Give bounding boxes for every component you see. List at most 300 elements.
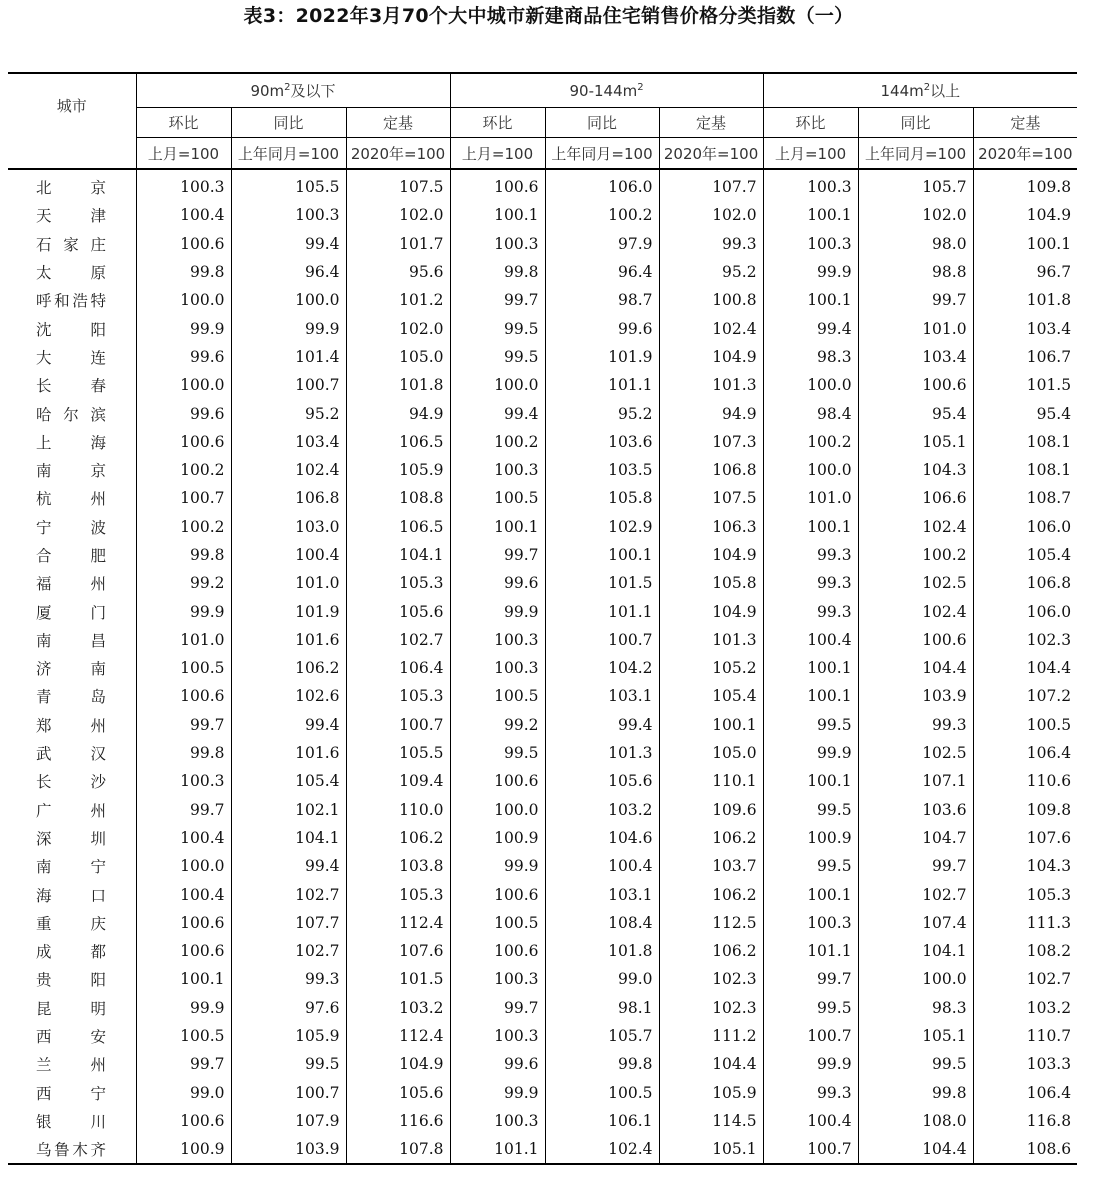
city-char: 京 bbox=[90, 462, 106, 481]
index-value: 107.7 bbox=[231, 909, 346, 937]
city-char: 口 bbox=[90, 886, 106, 905]
index-value: 99.9 bbox=[231, 314, 346, 342]
index-value: 105.6 bbox=[346, 1079, 450, 1107]
city-name bbox=[8, 1107, 136, 1135]
city-char: 北 bbox=[36, 179, 52, 198]
index-value: 98.4 bbox=[763, 399, 858, 427]
city-name bbox=[8, 739, 136, 767]
group-header-2: $144m^2$以上 bbox=[763, 73, 1077, 108]
index-value: 101.4 bbox=[231, 343, 346, 371]
index-value: 101.8 bbox=[346, 371, 450, 399]
base-header-fixed: 2020年=100 bbox=[346, 138, 450, 170]
city-char: 木 bbox=[72, 1141, 88, 1160]
index-value: 104.1 bbox=[231, 824, 346, 852]
city-name bbox=[8, 258, 136, 286]
index-value: 101.1 bbox=[545, 371, 659, 399]
index-value: 102.4 bbox=[231, 456, 346, 484]
city-name bbox=[8, 852, 136, 880]
index-value: 100.1 bbox=[450, 201, 545, 229]
index-value: 106.5 bbox=[346, 513, 450, 541]
index-value: 102.5 bbox=[858, 569, 973, 597]
index-value: 99.4 bbox=[231, 230, 346, 258]
index-value: 100.7 bbox=[545, 626, 659, 654]
index-value: 94.9 bbox=[659, 399, 763, 427]
index-value: 99.9 bbox=[136, 314, 231, 342]
index-value: 100.1 bbox=[973, 230, 1077, 258]
city-char: 福 bbox=[36, 575, 52, 594]
city-char: 和 bbox=[54, 292, 70, 311]
index-value: 100.6 bbox=[136, 230, 231, 258]
city-name bbox=[8, 343, 136, 371]
index-value: 101.0 bbox=[136, 626, 231, 654]
city-char: 都 bbox=[90, 943, 106, 962]
city-name bbox=[8, 169, 136, 201]
index-value: 108.7 bbox=[973, 484, 1077, 512]
index-value: 99.8 bbox=[136, 541, 231, 569]
index-value: 108.2 bbox=[973, 937, 1077, 965]
index-value: 99.4 bbox=[545, 711, 659, 739]
index-value: 103.0 bbox=[231, 513, 346, 541]
index-value: 102.1 bbox=[231, 796, 346, 824]
index-value: 95.6 bbox=[346, 258, 450, 286]
index-value: 95.4 bbox=[858, 399, 973, 427]
index-value: 111.2 bbox=[659, 1022, 763, 1050]
city-char: 重 bbox=[36, 914, 52, 933]
city-char: 沙 bbox=[90, 773, 106, 792]
index-value: 105.1 bbox=[858, 1022, 973, 1050]
index-value: 99.9 bbox=[450, 1079, 545, 1107]
city-char: 滨 bbox=[90, 405, 106, 424]
index-value: 103.7 bbox=[659, 852, 763, 880]
index-value: 100.3 bbox=[763, 230, 858, 258]
index-value: 99.3 bbox=[763, 597, 858, 625]
index-value: 104.9 bbox=[659, 343, 763, 371]
sub-header-fixed: 定基 bbox=[973, 108, 1077, 138]
city-char: 州 bbox=[90, 716, 106, 735]
index-value: 102.0 bbox=[659, 201, 763, 229]
index-value: 100.5 bbox=[136, 654, 231, 682]
index-value: 107.9 bbox=[231, 1107, 346, 1135]
index-value: 112.5 bbox=[659, 909, 763, 937]
index-value: 101.1 bbox=[450, 1135, 545, 1164]
base-header-mom: 上月=100 bbox=[136, 138, 231, 170]
index-value: 98.8 bbox=[858, 258, 973, 286]
index-value: 101.5 bbox=[346, 965, 450, 993]
city-name bbox=[8, 767, 136, 795]
city-char: 庆 bbox=[90, 914, 106, 933]
city-char: 昆 bbox=[36, 999, 52, 1018]
city-name bbox=[8, 965, 136, 993]
index-value: 99.2 bbox=[136, 569, 231, 597]
table-row bbox=[8, 343, 1077, 371]
index-value: 105.3 bbox=[973, 880, 1077, 908]
index-value: 103.1 bbox=[545, 880, 659, 908]
table-row bbox=[8, 428, 1077, 456]
index-value: 100.1 bbox=[763, 880, 858, 908]
index-value: 105.9 bbox=[346, 456, 450, 484]
index-value: 105.4 bbox=[659, 682, 763, 710]
index-value: 105.4 bbox=[973, 541, 1077, 569]
index-value: 97.6 bbox=[231, 994, 346, 1022]
index-value: 98.3 bbox=[763, 343, 858, 371]
index-value: 107.3 bbox=[659, 428, 763, 456]
city-char: 京 bbox=[90, 179, 106, 198]
index-value: 103.2 bbox=[545, 796, 659, 824]
index-value: 99.7 bbox=[450, 541, 545, 569]
group-header-1: $90-144m^2$ bbox=[450, 73, 763, 108]
index-value: 99.7 bbox=[136, 1050, 231, 1078]
index-value: 108.4 bbox=[545, 909, 659, 937]
city-char: 昌 bbox=[90, 631, 106, 650]
sub-header-fixed: 定基 bbox=[346, 108, 450, 138]
index-value: 105.2 bbox=[659, 654, 763, 682]
index-value: 105.3 bbox=[346, 569, 450, 597]
index-value: 100.1 bbox=[136, 965, 231, 993]
index-value: 99.6 bbox=[450, 1050, 545, 1078]
city-char: 沈 bbox=[36, 320, 52, 339]
index-value: 106.8 bbox=[659, 456, 763, 484]
city-char: 南 bbox=[36, 858, 52, 877]
index-value: 107.5 bbox=[659, 484, 763, 512]
index-value: 109.6 bbox=[659, 796, 763, 824]
table-row bbox=[8, 739, 1077, 767]
city-char: 合 bbox=[36, 547, 52, 565]
index-value: 107.8 bbox=[346, 1135, 450, 1164]
table-row bbox=[8, 286, 1077, 314]
index-value: 99.6 bbox=[136, 343, 231, 371]
index-value: 106.4 bbox=[346, 654, 450, 682]
table-row bbox=[8, 484, 1077, 512]
city-char: 家 bbox=[63, 235, 79, 254]
index-value: 99.4 bbox=[231, 711, 346, 739]
index-value: 105.3 bbox=[346, 682, 450, 710]
city-column-header: 城市 bbox=[56, 97, 87, 116]
index-value: 100.3 bbox=[763, 169, 858, 201]
index-value: 95.2 bbox=[231, 399, 346, 427]
index-value: 100.1 bbox=[545, 541, 659, 569]
index-value: 99.7 bbox=[450, 994, 545, 1022]
table-row bbox=[8, 201, 1077, 229]
index-value: 105.5 bbox=[346, 739, 450, 767]
city-name bbox=[8, 230, 136, 258]
index-value: 108.1 bbox=[973, 456, 1077, 484]
city-char: 海 bbox=[90, 433, 106, 452]
index-value: 100.2 bbox=[136, 456, 231, 484]
index-value: 103.6 bbox=[858, 796, 973, 824]
index-value: 100.3 bbox=[450, 1022, 545, 1050]
city-char: 尔 bbox=[63, 405, 79, 424]
index-value: 98.7 bbox=[545, 286, 659, 314]
index-value: 100.3 bbox=[450, 456, 545, 484]
index-value: 99.9 bbox=[136, 597, 231, 625]
index-value: 99.6 bbox=[136, 399, 231, 427]
table-row bbox=[8, 767, 1077, 795]
index-value: 100.3 bbox=[450, 230, 545, 258]
city-char: 阳 bbox=[90, 971, 106, 990]
city-char: 厦 bbox=[36, 603, 52, 622]
index-value: 99.9 bbox=[450, 852, 545, 880]
city-name bbox=[8, 682, 136, 710]
city-char: 州 bbox=[90, 801, 106, 820]
index-value: 99.7 bbox=[763, 965, 858, 993]
city-char: 连 bbox=[90, 348, 106, 367]
index-value: 100.1 bbox=[763, 767, 858, 795]
city-char: 庄 bbox=[90, 235, 106, 254]
index-value: 100.6 bbox=[450, 169, 545, 201]
index-value: 100.6 bbox=[450, 880, 545, 908]
index-value: 99.3 bbox=[763, 569, 858, 597]
city-char: 杭 bbox=[36, 490, 52, 509]
index-value: 95.4 bbox=[973, 399, 1077, 427]
table-row bbox=[8, 371, 1077, 399]
index-value: 99.5 bbox=[450, 343, 545, 371]
index-value: 100.5 bbox=[450, 682, 545, 710]
index-value: 107.6 bbox=[973, 824, 1077, 852]
index-value: 102.7 bbox=[346, 626, 450, 654]
city-char: 明 bbox=[90, 999, 106, 1018]
group-header-0: $90m^2$及以下 bbox=[136, 73, 450, 108]
index-value: 106.2 bbox=[659, 880, 763, 908]
sub-header-yoy: 同比 bbox=[545, 108, 659, 138]
city-char: 西 bbox=[36, 1084, 52, 1103]
index-value: 103.4 bbox=[231, 428, 346, 456]
city-char: 宁 bbox=[90, 1084, 106, 1103]
city-char: 津 bbox=[90, 207, 106, 226]
index-value: 101.9 bbox=[231, 597, 346, 625]
index-value: 100.3 bbox=[450, 626, 545, 654]
index-value: 102.7 bbox=[858, 880, 973, 908]
index-value: 116.8 bbox=[973, 1107, 1077, 1135]
city-char: 州 bbox=[90, 490, 106, 509]
city-char: 天 bbox=[36, 207, 52, 226]
index-value: 101.8 bbox=[973, 286, 1077, 314]
table-row bbox=[8, 258, 1077, 286]
index-value: 102.7 bbox=[231, 937, 346, 965]
index-value: 100.4 bbox=[763, 1107, 858, 1135]
index-value: 99.7 bbox=[858, 852, 973, 880]
city-name bbox=[8, 428, 136, 456]
city-name bbox=[8, 711, 136, 739]
index-value: 104.3 bbox=[973, 852, 1077, 880]
index-value: 105.1 bbox=[858, 428, 973, 456]
table-row bbox=[8, 937, 1077, 965]
index-value: 108.1 bbox=[973, 428, 1077, 456]
index-value: 107.7 bbox=[659, 169, 763, 201]
index-value: 100.3 bbox=[450, 654, 545, 682]
index-value: 106.4 bbox=[973, 739, 1077, 767]
table-row bbox=[8, 965, 1077, 993]
index-value: 109.8 bbox=[973, 796, 1077, 824]
index-value: 101.8 bbox=[545, 937, 659, 965]
table-row bbox=[8, 796, 1077, 824]
index-value: 106.3 bbox=[659, 513, 763, 541]
table-row bbox=[8, 1022, 1077, 1050]
index-value: 100.4 bbox=[231, 541, 346, 569]
index-value: 100.5 bbox=[450, 909, 545, 937]
city-name bbox=[8, 484, 136, 512]
index-value: 100.5 bbox=[545, 1079, 659, 1107]
city-char: 乌 bbox=[36, 1141, 52, 1160]
index-value: 102.0 bbox=[346, 201, 450, 229]
index-value: 104.2 bbox=[545, 654, 659, 682]
index-value: 103.9 bbox=[231, 1135, 346, 1164]
index-value: 105.6 bbox=[545, 767, 659, 795]
city-header-spacer bbox=[8, 138, 136, 170]
table-row bbox=[8, 513, 1077, 541]
city-char: 安 bbox=[90, 1028, 106, 1047]
index-value: 99.3 bbox=[858, 711, 973, 739]
index-value: 100.1 bbox=[763, 682, 858, 710]
index-value: 107.6 bbox=[346, 937, 450, 965]
index-value: 100.6 bbox=[450, 767, 545, 795]
index-value: 100.7 bbox=[346, 711, 450, 739]
city-char: 长 bbox=[36, 377, 52, 396]
city-char: 海 bbox=[36, 886, 52, 905]
index-value: 106.2 bbox=[231, 654, 346, 682]
index-value: 100.4 bbox=[136, 824, 231, 852]
index-value: 101.0 bbox=[231, 569, 346, 597]
city-name bbox=[8, 1079, 136, 1107]
base-header-yoy: 上年同月=100 bbox=[858, 138, 973, 170]
index-value: 112.4 bbox=[346, 1022, 450, 1050]
table-row bbox=[8, 711, 1077, 739]
index-value: 100.0 bbox=[136, 286, 231, 314]
index-value: 116.6 bbox=[346, 1107, 450, 1135]
index-value: 99.5 bbox=[763, 796, 858, 824]
city-char: 齐 bbox=[90, 1141, 106, 1160]
index-value: 100.3 bbox=[136, 767, 231, 795]
city-char: 兰 bbox=[36, 1056, 52, 1075]
city-char: 浩 bbox=[72, 292, 88, 311]
city-char: 西 bbox=[36, 1028, 52, 1047]
city-name bbox=[8, 541, 136, 569]
index-value: 107.1 bbox=[858, 767, 973, 795]
index-value: 100.0 bbox=[136, 852, 231, 880]
index-value: 100.5 bbox=[450, 484, 545, 512]
city-char: 川 bbox=[90, 1112, 106, 1131]
index-value: 106.8 bbox=[973, 569, 1077, 597]
index-value: 100.6 bbox=[136, 937, 231, 965]
city-char: 长 bbox=[36, 773, 52, 792]
index-value: 108.6 bbox=[973, 1135, 1077, 1164]
index-value: 103.1 bbox=[545, 682, 659, 710]
index-value: 100.0 bbox=[450, 796, 545, 824]
index-value: 107.4 bbox=[858, 909, 973, 937]
index-value: 105.7 bbox=[545, 1022, 659, 1050]
index-value: 100.6 bbox=[136, 682, 231, 710]
city-name bbox=[8, 626, 136, 654]
index-value: 104.9 bbox=[659, 597, 763, 625]
index-value: 101.3 bbox=[545, 739, 659, 767]
index-value: 101.0 bbox=[763, 484, 858, 512]
index-value: 99.9 bbox=[763, 1050, 858, 1078]
index-value: 106.4 bbox=[973, 1079, 1077, 1107]
index-value: 100.2 bbox=[763, 428, 858, 456]
table-row bbox=[8, 597, 1077, 625]
index-value: 99.5 bbox=[763, 994, 858, 1022]
index-value: 101.1 bbox=[763, 937, 858, 965]
city-name bbox=[8, 1135, 136, 1164]
index-value: 100.1 bbox=[763, 654, 858, 682]
index-value: 106.8 bbox=[231, 484, 346, 512]
index-value: 114.5 bbox=[659, 1107, 763, 1135]
index-value: 98.1 bbox=[545, 994, 659, 1022]
table-row bbox=[8, 880, 1077, 908]
sub-header-yoy: 同比 bbox=[231, 108, 346, 138]
index-value: 99.8 bbox=[450, 258, 545, 286]
city-char: 武 bbox=[36, 745, 52, 764]
city-char: 济 bbox=[36, 660, 52, 679]
index-value: 100.0 bbox=[231, 286, 346, 314]
index-value: 112.4 bbox=[346, 909, 450, 937]
city-char: 波 bbox=[90, 518, 106, 537]
table-row bbox=[8, 1135, 1077, 1164]
index-value: 99.5 bbox=[858, 1050, 973, 1078]
index-value: 99.9 bbox=[136, 994, 231, 1022]
index-value: 100.1 bbox=[763, 201, 858, 229]
table-row bbox=[8, 541, 1077, 569]
index-value: 107.2 bbox=[973, 682, 1077, 710]
index-value: 104.3 bbox=[858, 456, 973, 484]
index-value: 99.9 bbox=[763, 258, 858, 286]
index-value: 108.0 bbox=[858, 1107, 973, 1135]
city-name bbox=[8, 201, 136, 229]
index-value: 106.7 bbox=[973, 343, 1077, 371]
index-value: 100.7 bbox=[763, 1135, 858, 1164]
index-value: 104.1 bbox=[858, 937, 973, 965]
city-char: 南 bbox=[36, 631, 52, 650]
table-row bbox=[8, 654, 1077, 682]
index-value: 102.5 bbox=[858, 739, 973, 767]
city-char: 广 bbox=[36, 801, 52, 820]
city-char: 肥 bbox=[90, 547, 106, 565]
index-value: 104.9 bbox=[973, 201, 1077, 229]
table-row bbox=[8, 1079, 1077, 1107]
city-name bbox=[8, 513, 136, 541]
table-row bbox=[8, 682, 1077, 710]
index-value: 104.4 bbox=[973, 654, 1077, 682]
index-value: 99.6 bbox=[450, 569, 545, 597]
index-value: 98.0 bbox=[858, 230, 973, 258]
city-name bbox=[8, 1022, 136, 1050]
city-char: 宁 bbox=[90, 858, 106, 877]
index-value: 100.3 bbox=[231, 201, 346, 229]
city-char: 阳 bbox=[90, 320, 106, 339]
index-value: 102.4 bbox=[858, 597, 973, 625]
city-char: 大 bbox=[36, 348, 52, 367]
index-value: 99.5 bbox=[763, 711, 858, 739]
index-value: 100.0 bbox=[858, 965, 973, 993]
index-value: 109.4 bbox=[346, 767, 450, 795]
index-value: 95.2 bbox=[545, 399, 659, 427]
index-value: 105.1 bbox=[659, 1135, 763, 1164]
index-value: 104.9 bbox=[346, 1050, 450, 1078]
city-name bbox=[8, 909, 136, 937]
city-name bbox=[8, 569, 136, 597]
index-value: 103.4 bbox=[858, 343, 973, 371]
index-value: 102.9 bbox=[545, 513, 659, 541]
index-value: 106.2 bbox=[659, 937, 763, 965]
index-value: 101.5 bbox=[973, 371, 1077, 399]
index-value: 99.8 bbox=[858, 1079, 973, 1107]
index-value: 94.9 bbox=[346, 399, 450, 427]
index-value: 105.9 bbox=[231, 1022, 346, 1050]
index-value: 99.3 bbox=[659, 230, 763, 258]
city-char: 太 bbox=[36, 264, 52, 283]
index-value: 100.0 bbox=[763, 371, 858, 399]
index-value: 99.6 bbox=[545, 314, 659, 342]
index-value: 100.0 bbox=[763, 456, 858, 484]
